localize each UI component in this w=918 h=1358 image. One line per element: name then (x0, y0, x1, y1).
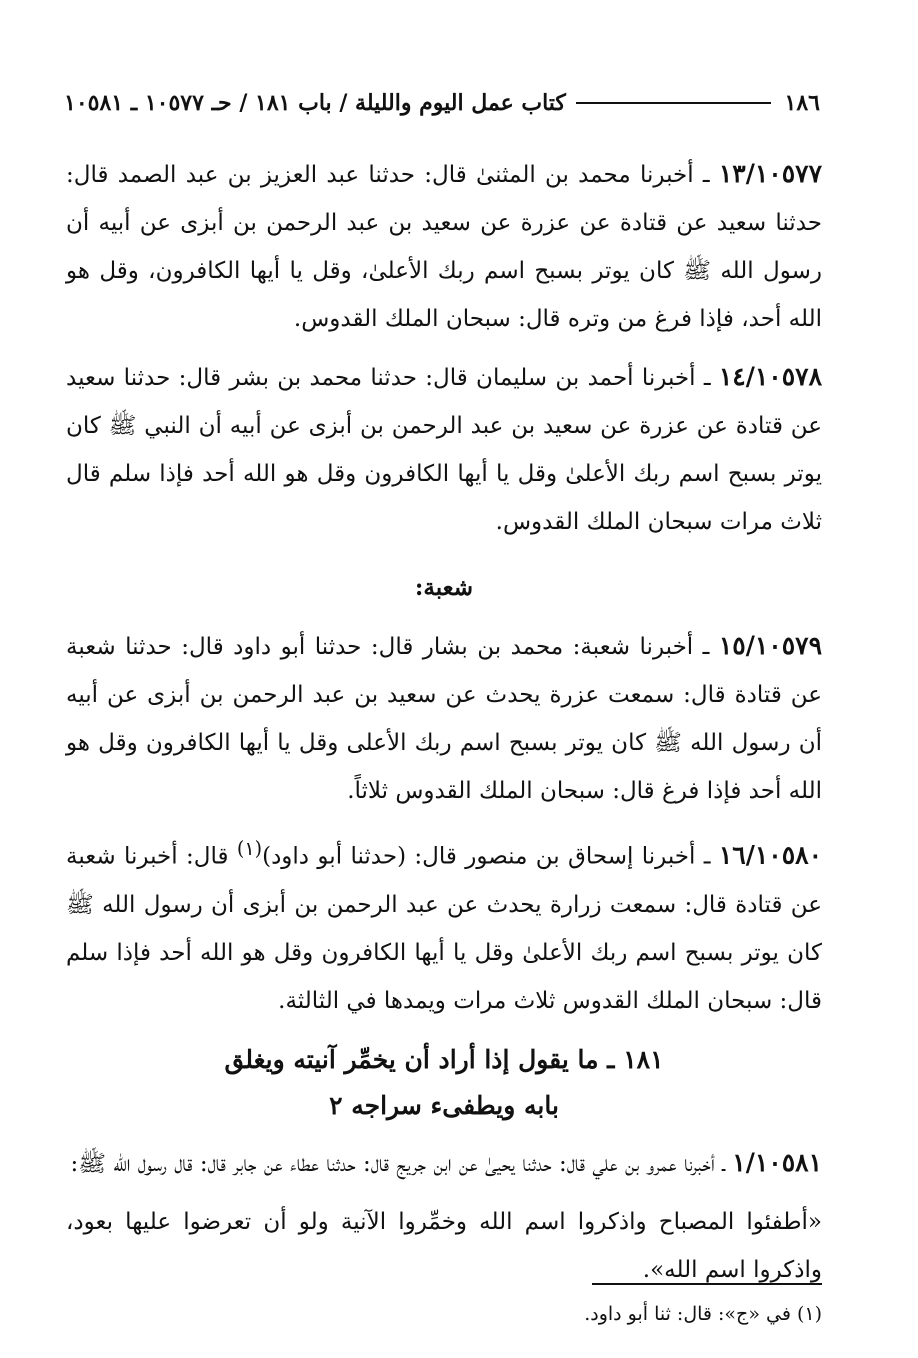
header-rule (576, 102, 771, 104)
chapter-heading (66, 1037, 822, 1129)
hadith-paragraph (66, 1139, 822, 1188)
footnote-rule (592, 1283, 822, 1285)
hadith-number: ١٦/١٠٥٨٠ (718, 840, 822, 870)
hadith-text: ـ أخبرنا عمرو بن علي قال: حدثنا يحيىٰ عن ابن جريج قال: حدثنا عطاء عن جابر قال: قال رسول الله ﷺ: (70, 1150, 733, 1177)
hadith-text: قال: أخبرنا شعبة عن قتادة قال: سمعت زرارة يحدث عن عبد الرحمن بن أبزى أن رسول الله ﷺ كان يوتر بسبح اسم ربك الأعلىٰ وقل يا أيها الكافرون وقل هو الله أحد فإذا سلم قال: سبحان الملك القدوس ثلاث مرات ويمدها في الثالثة. (66, 843, 822, 1014)
hadith-number: ١٥/١٠٥٧٩ (718, 631, 822, 660)
hadith-text: «أطفئوا المصباح واذكروا اسم الله وخمِّروا الآنية ولو أن تعرضوا عليها بعود، واذكروا اسم الله». (66, 1208, 822, 1283)
hadith-paragraph (66, 622, 822, 815)
hadith-number: ١٣/١٠٥٧٧ (718, 159, 822, 188)
hadith-text: ـ أخبرنا محمد بن المثنىٰ قال: حدثنا عبد العزيز بن عبد الصمد قال: حدثنا سعيد عن قتادة عن عزرة عن سعيد بن عبد الرحمن بن أبزى عن أبيه أن رسول الله ﷺ كان يوتر بسبح اسم ربك الأعلىٰ، وقل يا أيها الكافرون، وقل هو الله أحد، فإذا فرغ من وتره قال: سبحان الملك القدوس. (66, 162, 822, 332)
page-body (66, 150, 822, 1304)
footnote: (١) في «ج»: قال: ثنا أبو داود. (584, 1303, 822, 1325)
hadith-paragraph (66, 353, 822, 546)
section-label: شعبة: (414, 574, 474, 601)
hadith-text: ـ أخبرنا إسحاق بن منصور قال: (حدثنا أبو داود) (262, 843, 719, 870)
hadith-paragraph (66, 150, 822, 343)
hadith-text: ـ أخبرنا شعبة: محمد بن بشار قال: حدثنا أبو داود قال: حدثنا شعبة عن قتادة قال: سمعت عزرة يحدث عن سعيد بن عبد الرحمن بن أبزى عن أبيه أن رسول الله ﷺ كان يوتر بسبح اسم ربك الأعلى وقل يا أيها الكافرون وقل هو الله أحد فإذا فرغ قال: سبحان الملك القدوس ثلاثاً. (66, 634, 822, 804)
hadith-quote (66, 1198, 822, 1294)
hadith-text: ـ أخبرنا أحمد بن سليمان قال: حدثنا محمد بن بشر قال: حدثنا سعيد عن قتادة عن عزرة عن سعيد بن عبد الرحمن بن أبزى عن أبيه أن النبي ﷺ كان يوتر بسبح اسم ربك الأعلىٰ وقل يا أيها الكافرون وقل هو الله أحد فإذا سلم قال ثلاث مرات سبحان الملك القدوس. (66, 365, 822, 535)
chapter-heading-line: ١٨١ ـ ما يقول إذا أراد أن يخمِّر آنيته ويغلق (224, 1044, 664, 1074)
hadith-number: ١/١٠٥٨١ (732, 1147, 822, 1177)
hadith-paragraph (66, 825, 822, 1025)
running-title: كتاب عمل اليوم والليلة / باب ١٨١ / حـ ١٠٥٧٧ ـ ١٠٥٨١ (64, 90, 566, 116)
chapter-heading-line: بابه ويطفىء سراجه ٢ (329, 1090, 559, 1120)
hadith-number: ١٤/١٠٥٧٨ (718, 362, 822, 391)
page-number: ١٨٦ (784, 90, 820, 116)
footnote-marker[interactable]: (١) (236, 837, 263, 860)
page-header (64, 90, 820, 116)
